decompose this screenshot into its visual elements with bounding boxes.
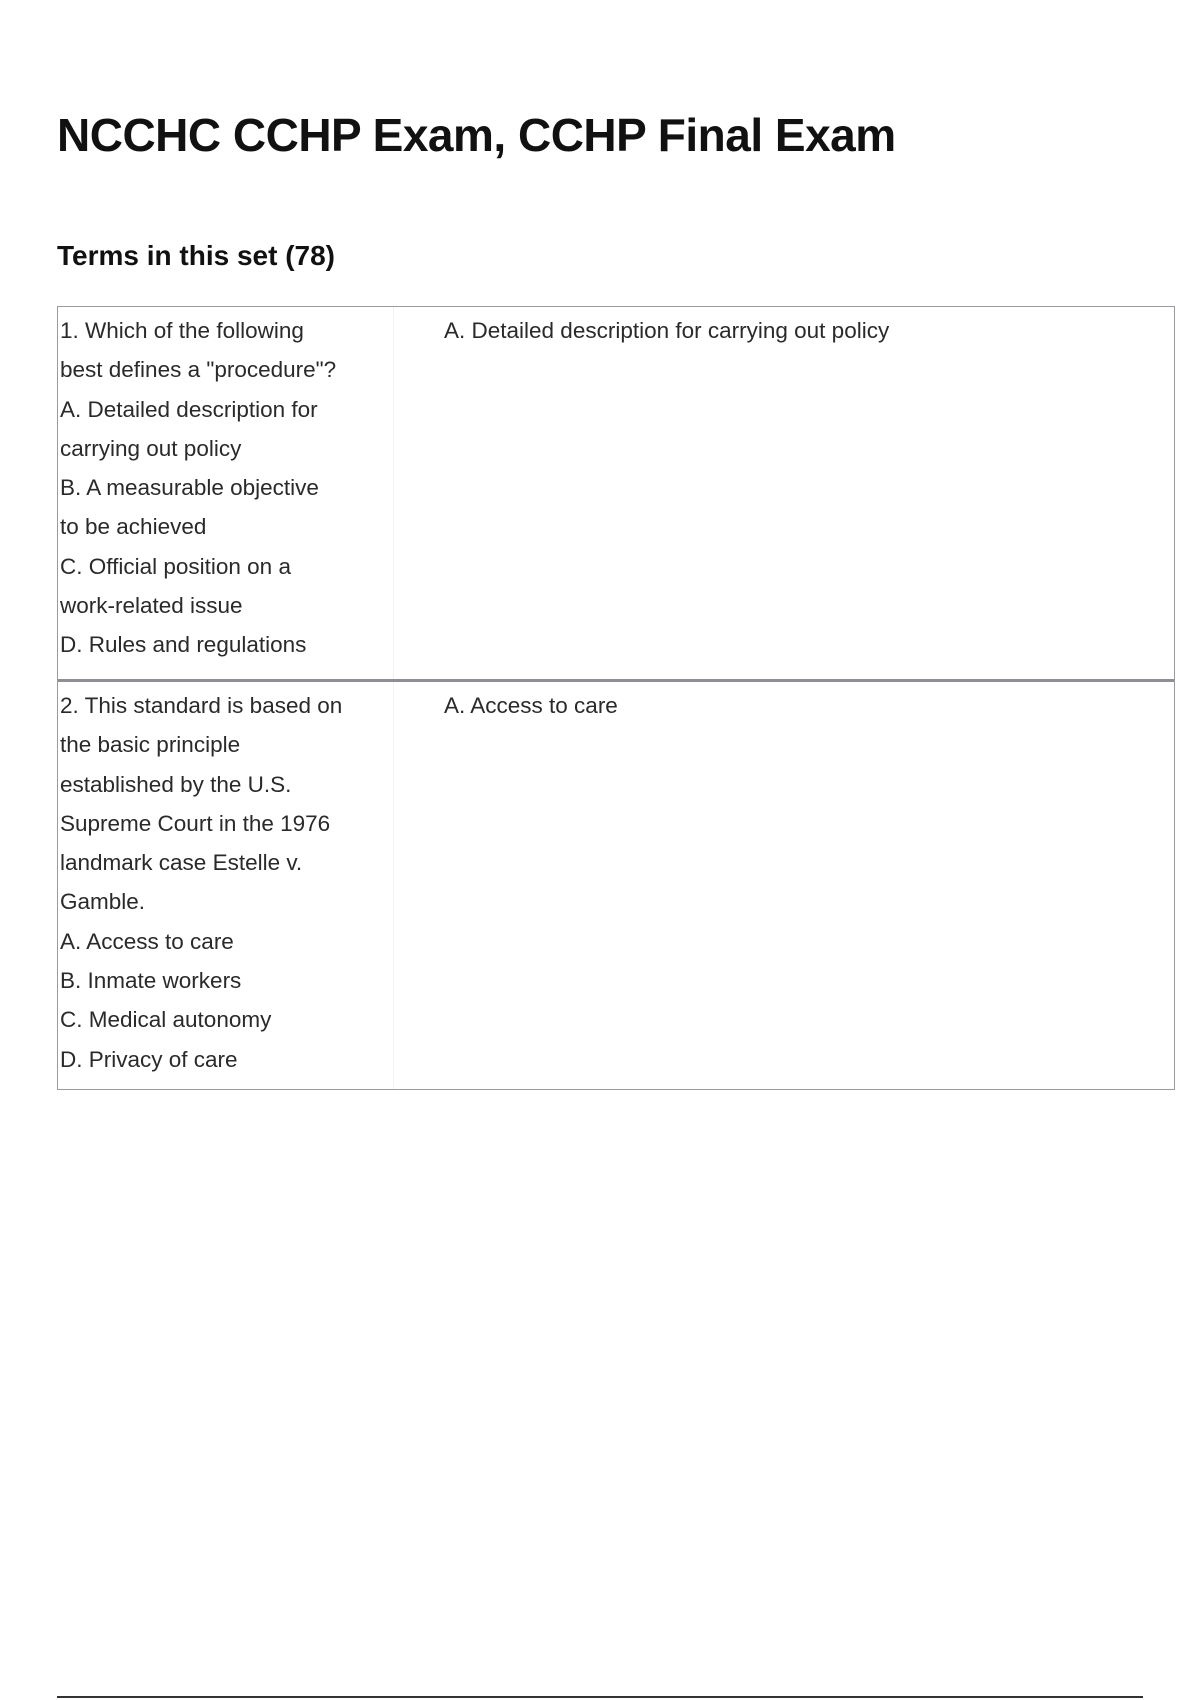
question-line: B. A measurable objective: [60, 475, 319, 501]
question-line: work-related issue: [60, 593, 243, 619]
terms-table: [57, 306, 1175, 1090]
footer-divider: [57, 1696, 1143, 1698]
question-line: to be achieved: [60, 514, 207, 540]
question-line: established by the U.S.: [60, 771, 292, 797]
term-row: [58, 307, 1174, 679]
page-title: NCCHC CCHP Exam, CCHP Final Exam: [57, 109, 896, 161]
term-answer: A. Detailed description for carrying out policy: [444, 318, 890, 343]
question-line: the basic principle: [60, 732, 241, 758]
term-question: [58, 682, 394, 1089]
question-line: B. Inmate workers: [60, 968, 242, 994]
question-line: landmark case Estelle v.: [60, 850, 303, 876]
question-line: C. Medical autonomy: [60, 1007, 272, 1033]
question-line: D. Rules and regulations: [60, 632, 307, 658]
question-line: 2. This standard is based on: [60, 693, 343, 718]
question-line: best defines a "procedure"?: [60, 357, 337, 383]
question-line: A. Access to care: [60, 928, 234, 954]
question-line: A. Detailed description for: [60, 396, 318, 422]
question-line: Gamble.: [60, 889, 146, 915]
term-answer: A. Access to care: [444, 693, 618, 718]
question-line: 1. Which of the following: [60, 318, 304, 343]
terms-count-heading: Terms in this set (78): [57, 240, 336, 271]
question-line: carrying out policy: [60, 435, 242, 461]
term-row: [58, 679, 1174, 1089]
question-line: C. Official position on a: [60, 553, 291, 579]
question-line: D. Privacy of care: [60, 1046, 238, 1072]
question-line: Supreme Court in the 1976: [60, 810, 331, 836]
term-question: [58, 307, 394, 679]
